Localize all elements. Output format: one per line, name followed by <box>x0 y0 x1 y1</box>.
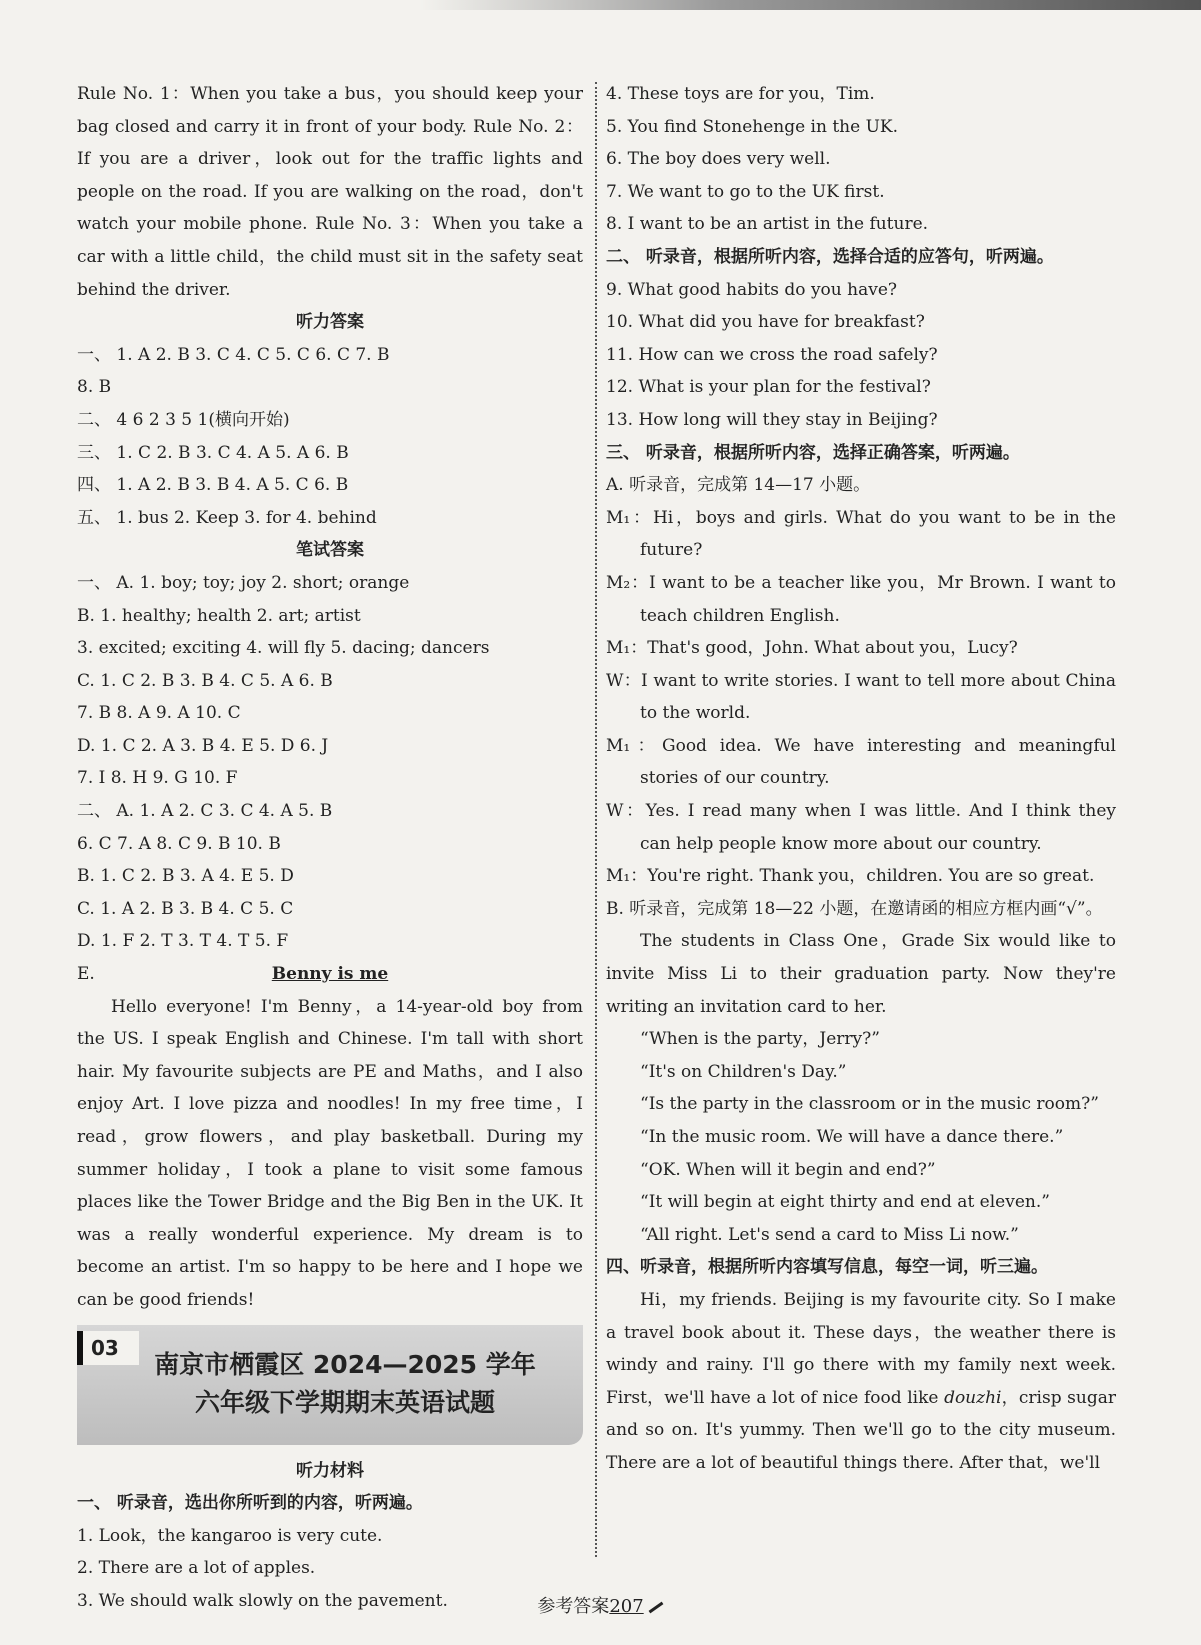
footer-label: 参考答案 <box>537 1596 610 1617</box>
question-item: 4. These toys are for you，Tim. <box>606 84 875 104</box>
answer-line: 四、 1. A 2. B 3. B 4. A 5. C 6. B <box>77 475 349 496</box>
page-number: 207 <box>609 1596 644 1617</box>
column-divider <box>595 82 597 1557</box>
exam-number: 03 <box>77 1331 139 1365</box>
answer-line: 一、 A. 1. boy; toy; joy 2. short; orange <box>77 572 410 593</box>
answer-line: 二、 4 6 2 3 5 1(横向开始) <box>77 409 290 430</box>
passage-4-italic-word: douzhi <box>944 1387 1002 1408</box>
passage-4 <box>606 1284 1116 1480</box>
answer-line: 一、 1. A 2. B 3. C 4. C 5. C 6. C 7. B <box>77 344 390 365</box>
question-item: 9. What good habits do you have? <box>606 279 897 300</box>
exam-banner <box>77 1325 583 1445</box>
dialogue-line: W：Yes. I read many when I was little. And I think they can help people know more about our country. <box>606 801 1116 854</box>
answer-line: 7. I 8. H 9. G 10. F <box>77 768 238 789</box>
answer-line: B. 1. healthy; health 2. art; artist <box>77 605 361 626</box>
answer-line: C. 1. A 2. B 3. B 4. C 5. C <box>77 898 294 919</box>
essay-title: Benny is me <box>271 964 389 985</box>
right-column <box>606 78 1116 1480</box>
listening-answers <box>77 339 583 535</box>
scan-edge-shadow <box>0 0 1201 10</box>
essay-heading-row <box>77 958 583 991</box>
listening-material-title: 听力材料 <box>296 1460 364 1481</box>
question-item: 3. We should walk slowly on the pavement. <box>77 1590 448 1611</box>
answer-line: 二、 A. 1. A 2. C 3. C 4. A 5. B <box>77 801 333 822</box>
section4-title: 四、听录音，根据所听内容填写信息，每空一词，听三遍。 <box>606 1257 1048 1278</box>
section2-title: 二、 听录音，根据所听内容，选择合适的应答句，听两遍。 <box>606 246 1054 267</box>
passage-b-line: “All right. Let's send a card to Miss Li now.” <box>640 1224 1019 1245</box>
answer-line: 3. excited; exciting 4. will fly 5. dacing; dancers <box>77 638 490 659</box>
passage-b-line: “OK. When will it begin and end?” <box>640 1159 936 1180</box>
page-footer <box>0 1592 1201 1618</box>
question-item: 5. You find Stonehenge in the UK. <box>606 116 899 137</box>
part-b-intro: B. 听录音，完成第 18—22 小题，在邀请函的相应方框内画“√”。 <box>606 898 1103 919</box>
answer-line: 7. B 8. A 9. A 10. C <box>77 703 241 724</box>
rules-paragraph: Rule No. 1：When you take a bus，you should keep your bag closed and carry it in front of your body. Rule No. 2：If you are a driver，look out for the traffic lights and people on the road. If you are walking on the road，don't watch your mobile phone. Rule No. 3：When you take a car with a little child，the child must sit in the safety seat behind the driver. <box>77 84 583 300</box>
question-item: 1. Look，the kangaroo is very cute. <box>77 1525 383 1546</box>
essay-body: Hello everyone! I'm Benny，a 14-year-old boy from the US. I speak English and Chinese. I'm tall with short hair. My favourite subjects are PE and Maths，and I also enjoy Art. I love pizza and noodles! In my free time，I read，grow flowers，and play basketball. During my summer holiday，I took a plane to visit some famous places like the Tower Bridge and the Big Ben in the UK. It was a really wonderful experience. My dream is to become an artist. I'm so happy to be here and I hope we can be good friends! <box>77 996 583 1310</box>
answer-line: C. 1. C 2. B 3. B 4. C 5. A 6. B <box>77 670 333 691</box>
answer-line: D. 1. C 2. A 3. B 4. E 5. D 6. J <box>77 735 329 756</box>
dialogue-line: M₂：I want to be a teacher like you，Mr Brown. I want to teach children English. <box>606 572 1116 626</box>
passage-b-line: “Is the party in the classroom or in the music room?” <box>640 1094 1099 1115</box>
answer-line: D. 1. F 2. T 3. T 4. T 5. F <box>77 931 289 952</box>
left-column <box>77 78 583 1618</box>
dialogue-line: M₁：Hi，boys and girls. What do you want to be in the future? <box>606 507 1116 561</box>
answer-line: 五、 1. bus 2. Keep 3. for 4. behind <box>77 507 377 528</box>
question-item: 7. We want to go to the UK first. <box>606 181 885 202</box>
dialogue-line: M₁：You're right. Thank you，children. You are so great. <box>606 866 1095 887</box>
listening-answers-title: 听力答案 <box>296 312 364 333</box>
part-a-intro: A. 听录音，完成第 14—17 小题。 <box>606 475 871 496</box>
pen-icon <box>648 1601 663 1613</box>
dialogue-line: M₁：Good idea. We have interesting and meaningful stories of our country. <box>606 735 1116 789</box>
section1-title: 一、 听录音，选出你所听到的内容，听两遍。 <box>77 1493 423 1514</box>
answer-line: 6. C 7. A 8. C 9. B 10. B <box>77 833 281 854</box>
passage-b-line: “It will begin at eight thirty and end at eleven.” <box>640 1192 1050 1213</box>
passage-b-line: “When is the party，Jerry?” <box>640 1029 880 1050</box>
dialogue-line: W：I want to write stories. I want to tell more about China to the world. <box>606 670 1116 724</box>
answer-line: B. 1. C 2. B 3. A 4. E 5. D <box>77 866 294 887</box>
written-answers <box>77 567 583 958</box>
dialogue-line: M₁：That's good，John. What about you，Lucy? <box>606 638 1018 659</box>
section3-title: 三、 听录音，根据所听内容，选择正确答案，听两遍。 <box>606 442 1020 463</box>
exam-title-line1: 南京市栖霞区 2024—2025 学年 <box>154 1349 536 1379</box>
question-item: 11. How can we cross the road safely? <box>606 344 938 365</box>
passage-4-part1: Hi，my friends. Beijing is my favourite city. So I make a travel book about it. These days，the weather there is windy and rainy. I'll go there with my family next week. First，we'll have a lot of nice food like <box>606 1289 1116 1408</box>
exam-title-line2: 六年级下学期期末英语试题 <box>194 1387 495 1417</box>
answer-line: 三、 1. C 2. B 3. C 4. A 5. A 6. B <box>77 442 349 463</box>
passage-b-intro: The students in Class One，Grade Six would like to invite Miss Li to their graduation party. Now they're writing an invitation card to her. <box>606 931 1116 1017</box>
question-item: 10. What did you have for breakfast? <box>606 312 925 333</box>
passage-4-part2: ，crisp sugar and so on. It's yummy. Then we'll go to the city museum. There are a lot of beautiful things there. After that，we'll <box>606 1387 1116 1473</box>
passage-b-line: “It's on Children's Day.” <box>640 1061 847 1082</box>
question-item: 13. How long will they stay in Beijing? <box>606 409 938 430</box>
question-item: 8. I want to be an artist in the future. <box>606 214 929 235</box>
question-item: 12. What is your plan for the festival? <box>606 377 931 398</box>
answer-line: 8. B <box>77 377 112 398</box>
essay-section-label: E. <box>77 964 95 985</box>
passage-b-line: “In the music room. We will have a dance there.” <box>640 1127 1064 1147</box>
question-item: 6. The boy does very well. <box>606 149 831 170</box>
written-answers-title: 笔试答案 <box>296 540 364 561</box>
question-item: 2. There are a lot of apples. <box>77 1558 316 1579</box>
